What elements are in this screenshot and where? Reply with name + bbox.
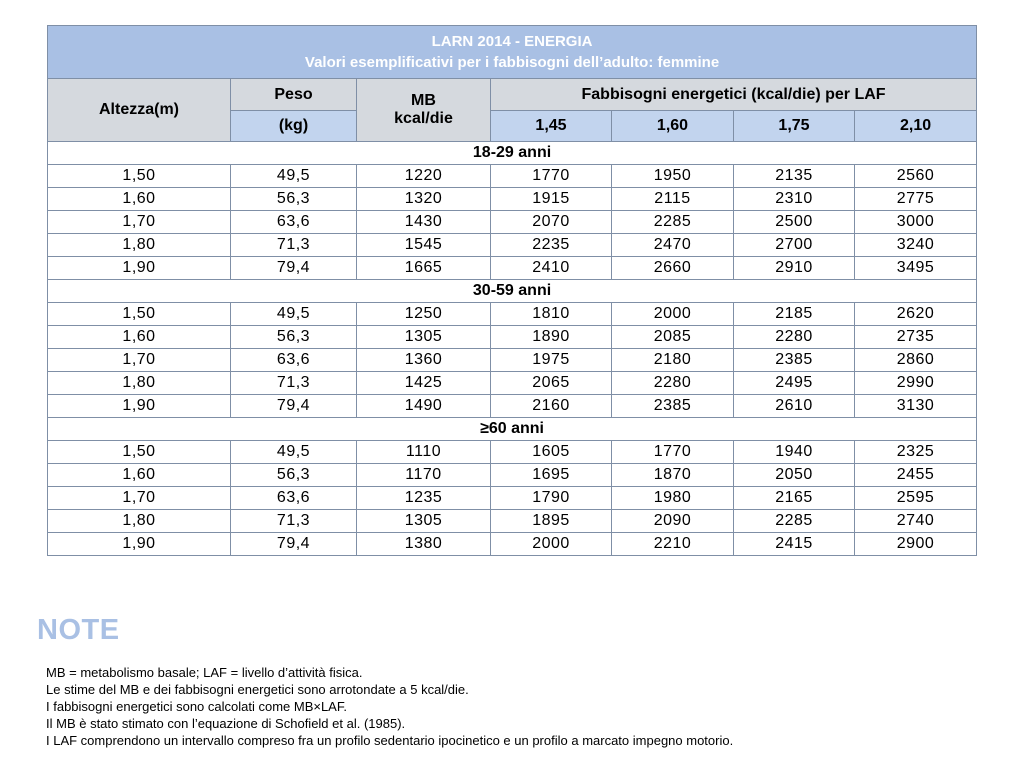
table-cell: 2410 xyxy=(491,257,612,280)
table-cell: 3495 xyxy=(855,257,977,280)
table-cell: 1895 xyxy=(491,510,612,533)
table-title-line1: LARN 2014 - ENERGIA xyxy=(431,33,593,50)
table-cell: 1110 xyxy=(357,441,491,464)
table-cell: 1,80 xyxy=(48,372,231,395)
table-cell: 1305 xyxy=(357,510,491,533)
table-cell: 1950 xyxy=(612,165,734,188)
header-laf-2: 1,60 xyxy=(612,111,734,142)
table-cell: 1,80 xyxy=(48,510,231,533)
table-row xyxy=(48,487,977,510)
table-cell: 2310 xyxy=(734,188,855,211)
table-cell: 49,5 xyxy=(231,303,357,326)
table-cell: 1170 xyxy=(357,464,491,487)
table-cell: 79,4 xyxy=(231,257,357,280)
header-laf-1: 1,45 xyxy=(491,111,612,142)
table-title xyxy=(48,26,977,79)
table-cell: 71,3 xyxy=(231,234,357,257)
table-cell: 1545 xyxy=(357,234,491,257)
table-cell: 1890 xyxy=(491,326,612,349)
table-row xyxy=(48,349,977,372)
table-cell: 1425 xyxy=(357,372,491,395)
table-cell: 71,3 xyxy=(231,372,357,395)
table-cell: 1695 xyxy=(491,464,612,487)
note-line: Il MB è stato stimato con l’equazione di Schofield et al. (1985). xyxy=(46,716,406,731)
table-cell: 2620 xyxy=(855,303,977,326)
note-line: I fabbisogni energetici sono calcolati come MB×LAF. xyxy=(46,699,347,714)
table-cell: 1,90 xyxy=(48,533,231,556)
age-section-label: ≥60 anni xyxy=(48,418,977,441)
table-cell: 3130 xyxy=(855,395,977,418)
header-altezza: Altezza(m) xyxy=(48,79,231,142)
table-cell: 71,3 xyxy=(231,510,357,533)
table-cell: 2235 xyxy=(491,234,612,257)
table-cell: 2900 xyxy=(855,533,977,556)
table-cell: 2065 xyxy=(491,372,612,395)
table-cell: 2185 xyxy=(734,303,855,326)
table-cell: 1250 xyxy=(357,303,491,326)
header-mb-line1: MB xyxy=(411,92,436,109)
table-cell: 2285 xyxy=(734,510,855,533)
table-cell: 3240 xyxy=(855,234,977,257)
table-cell: 2210 xyxy=(612,533,734,556)
table-cell: 1220 xyxy=(357,165,491,188)
table-cell: 1,60 xyxy=(48,326,231,349)
table-cell: 2115 xyxy=(612,188,734,211)
table-cell: 2735 xyxy=(855,326,977,349)
table-cell: 2660 xyxy=(612,257,734,280)
table-cell: 49,5 xyxy=(231,441,357,464)
table-cell: 56,3 xyxy=(231,326,357,349)
table-row xyxy=(48,510,977,533)
table-cell: 2385 xyxy=(734,349,855,372)
table-cell: 2135 xyxy=(734,165,855,188)
header-peso-line2: (kg) xyxy=(231,111,357,142)
table-cell: 2280 xyxy=(734,326,855,349)
table-cell: 2050 xyxy=(734,464,855,487)
table-cell: 1605 xyxy=(491,441,612,464)
table-cell: 2700 xyxy=(734,234,855,257)
table-cell: 2775 xyxy=(855,188,977,211)
table-cell: 3000 xyxy=(855,211,977,234)
table-cell: 1870 xyxy=(612,464,734,487)
table-row xyxy=(48,211,977,234)
header-mb-line2: kcal/die xyxy=(394,110,453,127)
table-row xyxy=(48,257,977,280)
age-section-row xyxy=(48,142,977,165)
table-cell: 2740 xyxy=(855,510,977,533)
note-line: MB = metabolismo basale; LAF = livello d’attività fisica. xyxy=(46,665,363,680)
age-section-label: 18-29 anni xyxy=(48,142,977,165)
energy-requirements-table xyxy=(47,25,977,556)
table-cell: 2285 xyxy=(612,211,734,234)
table-cell: 1770 xyxy=(612,441,734,464)
table-cell: 2495 xyxy=(734,372,855,395)
table-cell: 1,50 xyxy=(48,441,231,464)
table-row xyxy=(48,303,977,326)
table-cell: 1305 xyxy=(357,326,491,349)
table-cell: 2860 xyxy=(855,349,977,372)
table-cell: 2180 xyxy=(612,349,734,372)
table-cell: 1,80 xyxy=(48,234,231,257)
table-cell: 1915 xyxy=(491,188,612,211)
age-section-row xyxy=(48,280,977,303)
table-cell: 1380 xyxy=(357,533,491,556)
notes-block xyxy=(46,664,733,749)
table-cell: 1790 xyxy=(491,487,612,510)
table-cell: 1975 xyxy=(491,349,612,372)
table-row xyxy=(48,188,977,211)
table-cell: 56,3 xyxy=(231,188,357,211)
table-cell: 2325 xyxy=(855,441,977,464)
table-row xyxy=(48,441,977,464)
table-cell: 2455 xyxy=(855,464,977,487)
table-cell: 1,50 xyxy=(48,303,231,326)
table-cell: 1430 xyxy=(357,211,491,234)
table-cell: 2165 xyxy=(734,487,855,510)
age-section-label: 30-59 anni xyxy=(48,280,977,303)
table-row xyxy=(48,165,977,188)
table-cell: 2160 xyxy=(491,395,612,418)
table-cell: 2990 xyxy=(855,372,977,395)
table-cell: 1980 xyxy=(612,487,734,510)
header-laf-3: 1,75 xyxy=(734,111,855,142)
table-cell: 1,60 xyxy=(48,188,231,211)
table-cell: 1,90 xyxy=(48,257,231,280)
table-cell: 2910 xyxy=(734,257,855,280)
table-cell: 1,90 xyxy=(48,395,231,418)
notes-title: NOTE xyxy=(37,614,120,646)
table-cell: 63,6 xyxy=(231,349,357,372)
table-cell: 2000 xyxy=(491,533,612,556)
table-row xyxy=(48,372,977,395)
table-cell: 1490 xyxy=(357,395,491,418)
table-cell: 2470 xyxy=(612,234,734,257)
age-section-row xyxy=(48,418,977,441)
table-cell: 63,6 xyxy=(231,211,357,234)
header-laf-4: 2,10 xyxy=(855,111,977,142)
table-row xyxy=(48,395,977,418)
table-cell: 1,70 xyxy=(48,349,231,372)
table-row xyxy=(48,533,977,556)
table-cell: 49,5 xyxy=(231,165,357,188)
table-cell: 2560 xyxy=(855,165,977,188)
header-fabbisogni: Fabbisogni energetici (kcal/die) per LAF xyxy=(491,79,977,111)
header-mb xyxy=(357,79,491,142)
table-title-line2: Valori esemplificativi per i fabbisogni dell’adulto: femmine xyxy=(304,54,720,71)
table-cell: 1940 xyxy=(734,441,855,464)
table-cell: 2000 xyxy=(612,303,734,326)
table-cell: 63,6 xyxy=(231,487,357,510)
table-row xyxy=(48,464,977,487)
table-body xyxy=(48,142,977,556)
table-cell: 79,4 xyxy=(231,533,357,556)
table-cell: 2385 xyxy=(612,395,734,418)
table-cell: 1,60 xyxy=(48,464,231,487)
header-peso-line1: Peso xyxy=(231,79,357,111)
table-cell: 1770 xyxy=(491,165,612,188)
table-cell: 2610 xyxy=(734,395,855,418)
table-cell: 1,70 xyxy=(48,487,231,510)
table-cell: 1320 xyxy=(357,188,491,211)
note-line: Le stime del MB e dei fabbisogni energetici sono arrotondate a 5 kcal/die. xyxy=(46,682,469,697)
table-cell: 2500 xyxy=(734,211,855,234)
table-cell: 2070 xyxy=(491,211,612,234)
table-cell: 1360 xyxy=(357,349,491,372)
table-row xyxy=(48,326,977,349)
table-cell: 79,4 xyxy=(231,395,357,418)
table-cell: 1,70 xyxy=(48,211,231,234)
table-cell: 1235 xyxy=(357,487,491,510)
table-cell: 1,50 xyxy=(48,165,231,188)
table-cell: 2280 xyxy=(612,372,734,395)
table-cell: 1810 xyxy=(491,303,612,326)
table-cell: 2090 xyxy=(612,510,734,533)
table-cell: 2415 xyxy=(734,533,855,556)
table-cell: 56,3 xyxy=(231,464,357,487)
table-row xyxy=(48,234,977,257)
note-line: I LAF comprendono un intervallo compreso fra un profilo sedentario ipocinetico e un profilo a marcato impegno motorio. xyxy=(46,733,734,748)
table-cell: 2085 xyxy=(612,326,734,349)
table-cell: 1665 xyxy=(357,257,491,280)
table-cell: 2595 xyxy=(855,487,977,510)
